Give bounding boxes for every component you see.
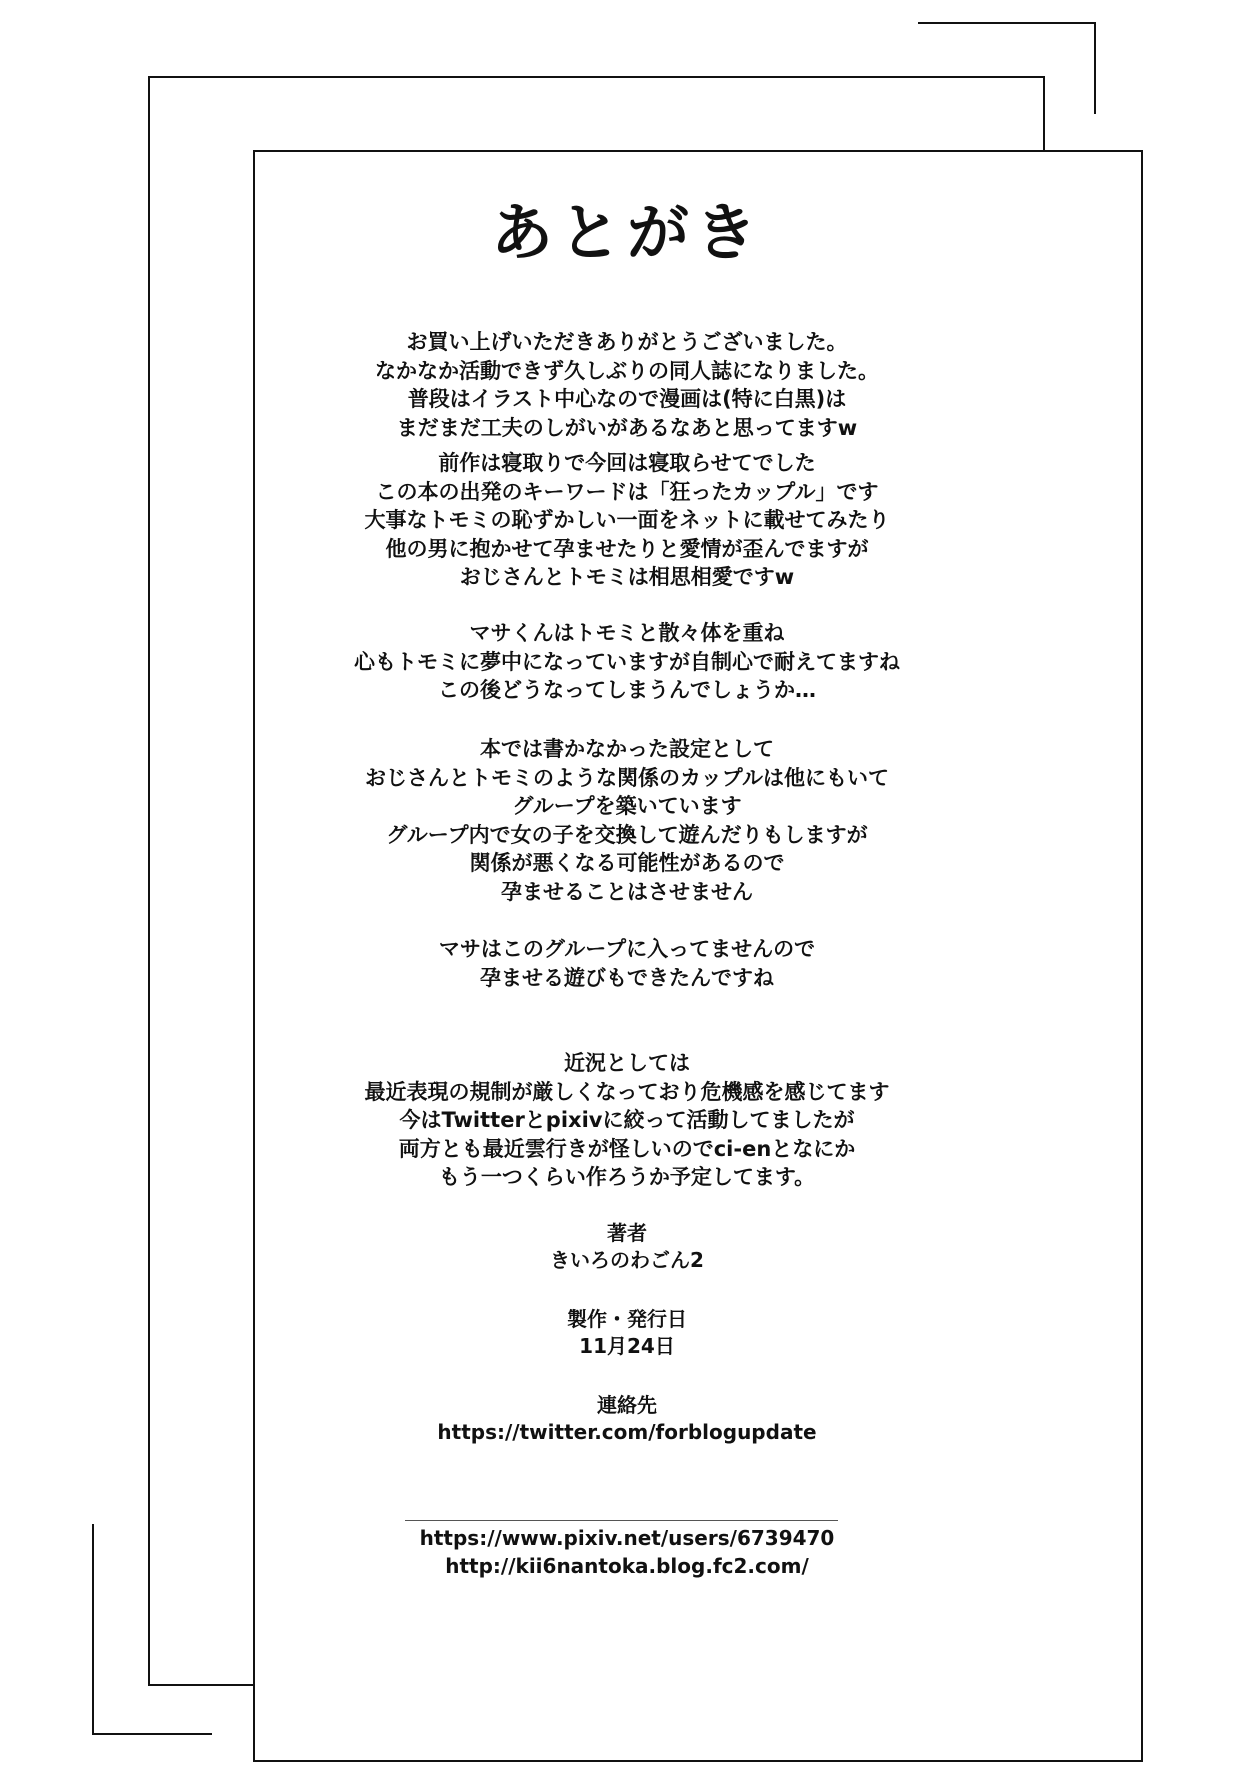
- paragraph-line: おじさんとトモミのような関係のカップルは他にもいて: [365, 765, 889, 790]
- author-name: きいろのわごん2: [550, 1248, 704, 1272]
- paragraph-line: 孕ませる遊びもできたんですね: [480, 965, 774, 990]
- paragraph-line: 両方とも最近雲行きが怪しいのでci-enとなにか: [398, 1136, 856, 1161]
- paragraph-previous-work: [0, 449, 1254, 592]
- paragraph-line: 普段はイラスト中心なので漫画は(特に白黒)は: [407, 387, 847, 411]
- author-label: 著者: [607, 1221, 647, 1245]
- paragraph-thanks: [0, 328, 1254, 442]
- paragraph-line: 大事なトモミの恥ずかしい一面をネットに載せてみたり: [364, 508, 890, 532]
- paragraph-line: もう一つくらい作ろうか予定してます。: [438, 1165, 816, 1189]
- paragraph-line: マサくんはトモミと散々体を重ね: [469, 621, 785, 645]
- paragraph-line: お買い上げいただきありがとうございました。: [406, 330, 848, 354]
- paragraph-recent: [0, 1049, 1254, 1192]
- paragraph-line: 他の男に抱かせて孕ませたりと愛情が歪んでますが: [385, 536, 869, 561]
- contact-label: 連絡先: [597, 1393, 657, 1417]
- paragraph-group: [0, 935, 1254, 992]
- paragraph-line: 前作は寝取りで今回は寝取らせてでした: [438, 451, 816, 475]
- paragraph-line: 孕ませることはさせません: [501, 879, 753, 904]
- paragraph-line: 心もトモミに夢中になっていますが自制心で耐えてますね: [354, 649, 900, 674]
- paragraph-line: まだまだ工夫のしがいがあるなあと思ってますw: [396, 415, 858, 440]
- paragraph-line: グループを築いています: [512, 794, 742, 818]
- contact-url: https://twitter.com/forblogupdate: [437, 1420, 817, 1444]
- paragraph-line: マサはこのグループに入ってませんので: [438, 937, 816, 961]
- paragraph-line: 今はTwitterとpixivに絞って活動してましたが: [399, 1108, 855, 1132]
- corner-bracket-top-vertical: [1094, 22, 1096, 114]
- paragraph-line: なかなか活動できず久しぶりの同人誌になりました。: [375, 358, 879, 383]
- divider: [405, 1520, 838, 1521]
- paragraph-line: おじさんとトモミは相思相愛ですw: [459, 565, 795, 589]
- paragraph-line: 最近表現の規制が厳しくなっており危機感を感じてます: [364, 1079, 890, 1104]
- paragraph-setting: [0, 735, 1254, 906]
- publish-date: 11月24日: [579, 1334, 675, 1358]
- paragraph-line: この後どうなってしまうんでしょうか…: [438, 678, 816, 702]
- page-title: あとがき: [490, 196, 763, 269]
- paragraph-masa: [0, 619, 1254, 705]
- links-block: [0, 1524, 1254, 1580]
- author-block: [0, 1220, 1254, 1274]
- pixiv-url: https://www.pixiv.net/users/6739470: [419, 1526, 835, 1550]
- paragraph-line: グループ内で女の子を交換して遊んだりもしますが: [386, 822, 868, 847]
- publish-block: [0, 1306, 1254, 1360]
- paragraph-line: 近況としては: [564, 1051, 690, 1075]
- blog-url: http://kii6nantoka.blog.fc2.com/: [445, 1554, 809, 1578]
- paragraph-line: この本の出発のキーワードは「狂ったカップル」です: [375, 479, 879, 504]
- publish-label: 製作・発行日: [567, 1307, 687, 1331]
- paragraph-line: 関係が悪くなる可能性があるので: [469, 851, 785, 875]
- contact-block: [0, 1392, 1254, 1446]
- paragraph-line: 本では書かなかった設定として: [480, 737, 774, 761]
- corner-bracket-bottom-horizontal: [92, 1733, 212, 1735]
- corner-bracket-top-horizontal: [918, 22, 1096, 24]
